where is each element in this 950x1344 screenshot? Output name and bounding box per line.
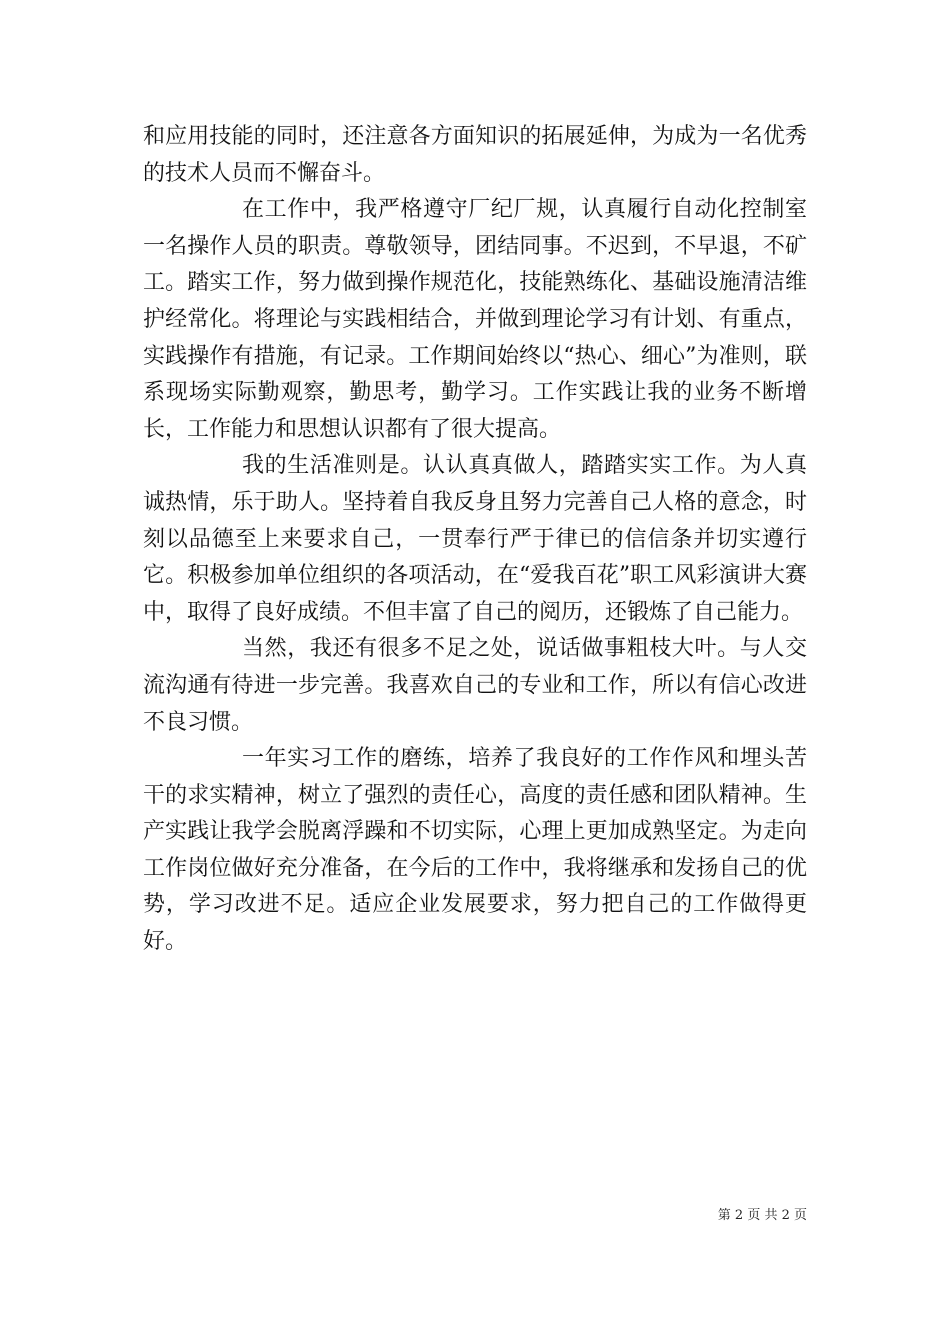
document-body <box>143 119 807 961</box>
paragraph-2: 在工作中，我严格遵守厂纪厂规，认真履行自动化控制室一名操作人员的职责。尊敬领导，团结同事。不迟到，不早退，不矿工。踏实工作，努力做到操作规范化，技能熟练化、基础设施清洁维护经常化。将理论与实践相结合，并做到理论学习有计划、有重点，实践操作有措施，有记录。工作期间始终以“热心、细心”为准则，联系现场实际勤观察，勤思考，勤学习。工作实践让我的业务不断增长，工作能力和思想认识都有了很大提高。 <box>143 197 807 442</box>
paragraph-3: 我的生活准则是。认认真真做人，踏踏实实工作。为人真诚热情，乐于助人。坚持着自我反身且努力完善自己人格的意念，时刻以品德至上来要求自己，一贯奉行严于律已的信信条并切实遵行它。积极参加单位组织的各项活动，在“爱我百花”职工风彩演讲大赛中，取得了良好成绩。不但丰富了自己的阅历，还锻炼了自己能力。 <box>143 453 807 625</box>
paragraph-1: 和应用技能的同时，还注意各方面知识的拓展延伸，为成为一名优秀的技术人员而不懈奋斗。 <box>143 124 807 186</box>
paragraph-4: 当然，我还有很多不足之处，说话做事粗枝大叶。与人交流沟通有待进一步完善。我喜欢自己的专业和工作，所以有信心改进不良习惯。 <box>143 636 807 735</box>
paragraph-5: 一年实习工作的磨练，培养了我良好的工作作风和埋头苦干的求实精神，树立了强烈的责任心，高度的责任感和团队精神。生产实践让我学会脱离浮躁和不切实际，心理上更加成熟坚定。为走向工作岗位做好充分准备，在今后的工作中，我将继承和发扬自己的优势，学习改进不足。适应企业发展要求，努力把自己的工作做得更好。 <box>143 746 807 955</box>
page-number-footer: 第 2 页 共 2 页 <box>717 1208 807 1223</box>
